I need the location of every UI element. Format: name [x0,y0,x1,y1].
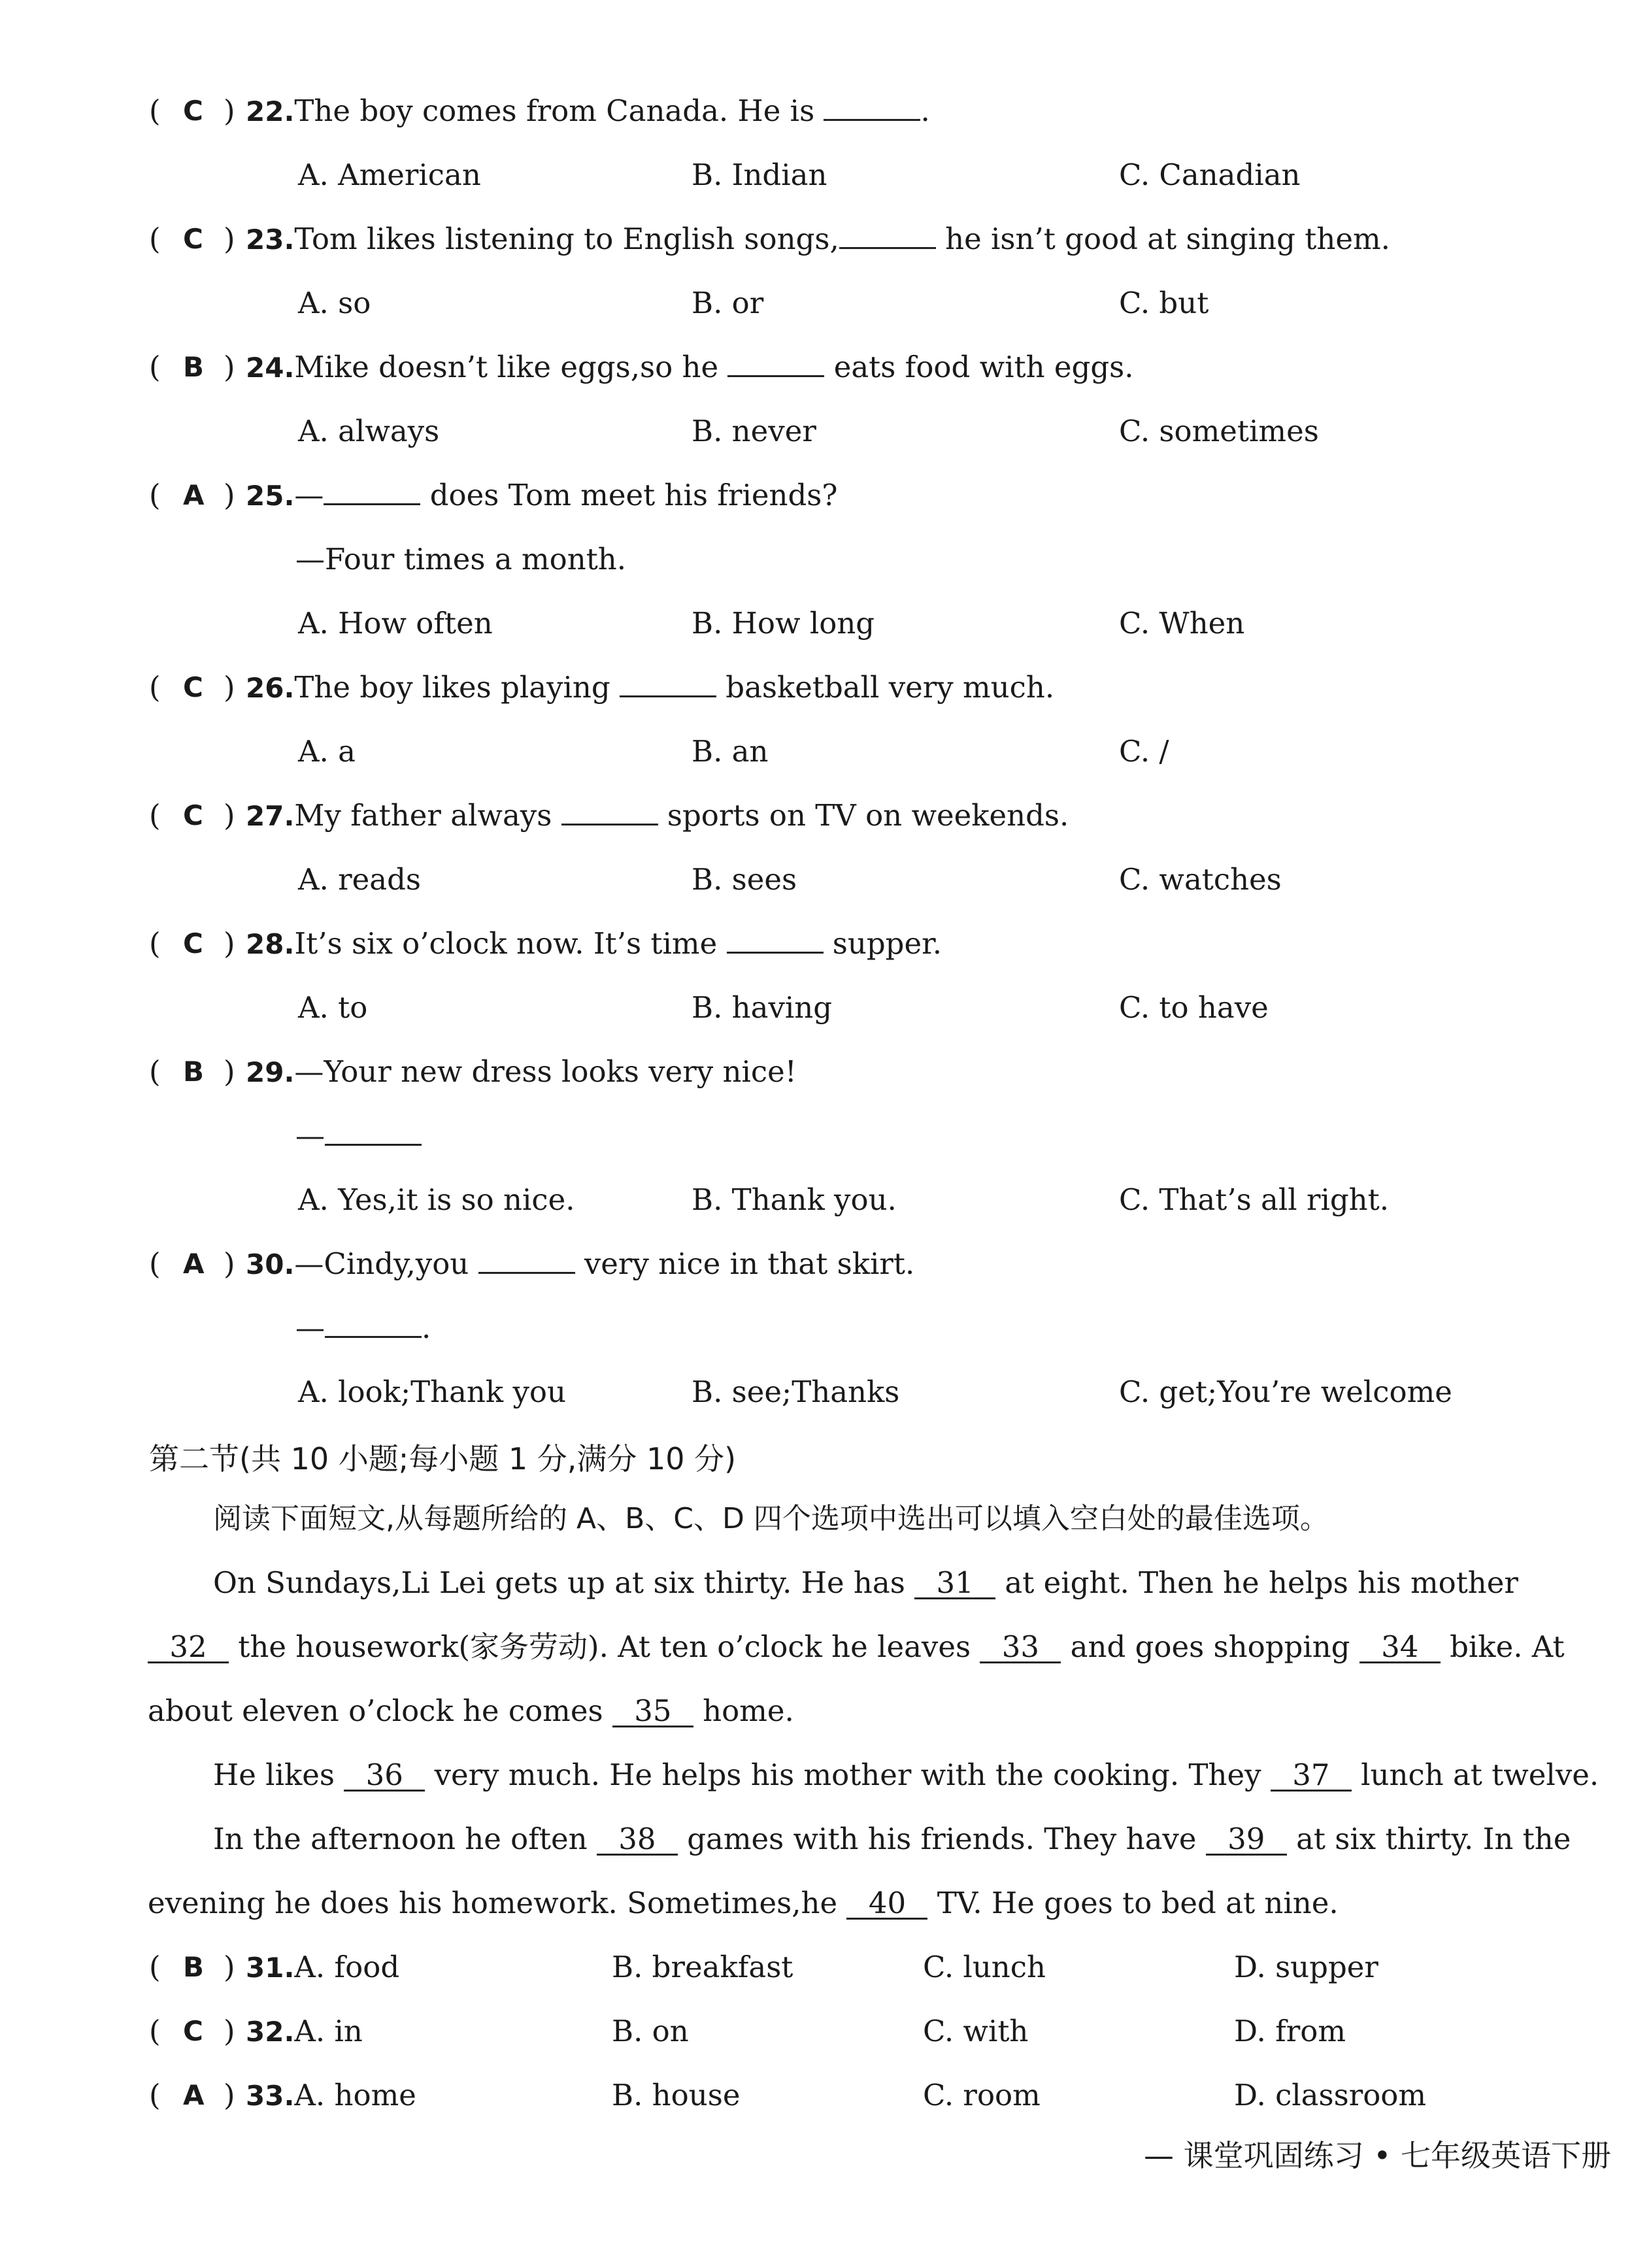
option-a: A. always [298,414,440,448]
option-c: C. get;You’re welcome [1119,1375,1452,1409]
passage-line-2: 32 the housework(家务劳动). At ten o’clock he leaves 33 and goes shopping 34 bike. At [148,1627,1565,1667]
option-c: C. room [923,2078,1041,2112]
gap-32: 32 [148,1633,229,1663]
option-a: A. home [294,2078,416,2112]
answer-blank [324,477,420,505]
option-c: C. with [923,2014,1029,2048]
option-b: B. How long [692,606,875,641]
worksheet-page: ( C ) 22.The boy comes from Canada. He is . A. American B. Indian C. Canadian ( C ) 23.Tom likes listening to English songs, he isn’t good at singing them. A. so B. or C. but ( B ) 24.Mike doesn’t like eggs,so he eats food with eggs. A. always B. never C. sometimes ( A ) 25.— does Tom meet his friends? —Four times a month. A. How often B. How long C. When ( C ) 26.The boy likes playing basketball very much. A. a B. an C. / ( C ) 27.My father always sports on TV on weekends. A. reads B. sees C. watches ( C ) 28.It’s six o’clock now. It’s time supper. A. to B. having C. to have ( B ) 29.—Your new dress looks very nice! — A. Yes,it is so nice. B. Thank you. C. That’s all right. ( A ) 30.—Cindy,you very nice in that skirt. — . A. look;Thank you B. see;Thanks C. get;You’re welcome 第二节(共 10 小题;每小题 1 分,满分 10 分) 阅读下面短文,从每题所给的 A、B、C、D 四个选项中选出可以填入空白处的最佳选项。 On Sundays,Li Lei gets up at six thirty. He has 31 at eight. Then he helps his mother 32 the housework(家务劳动). At ten o’clock he leaves 33 and goes shopping 34 bike. At about eleven o’clock he comes 35 home. He likes 36 very much. He helps his mother with the cooking. They 37 lunch at twelve. In the afternoon he often 38 games with his friends. They have 39 at six thirty. In the evening he does his homework. Sometimes,he 40 TV. He goes to bed at nine. ( B ) 31.A. food B. breakfast C. lunch D. supper ( C ) 32.A. in B. on C. with D. from ( A ) 33.A. home B. house C. room D. classroom — 课堂巩固练习 • 七年级英语下册 [0,0,1651,2268]
option-b: B. Indian [692,158,827,192]
answer-blank [824,93,920,121]
gap-39: 39 [1206,1825,1287,1856]
option-a: A. food [294,1950,400,1984]
gap-31: 31 [914,1569,995,1599]
option-c: C. Canadian [1119,158,1301,192]
question-stem: 23.Tom likes listening to English songs, he isn’t good at singing them. [246,222,1390,256]
answer-mark: C [183,2015,203,2047]
question-stem: 24.Mike doesn’t like eggs,so he eats food with eggs. [246,350,1134,384]
option-c: C. watches [1119,862,1282,897]
option-c: C. sometimes [1119,414,1319,448]
answer-mark: C [183,927,203,959]
option-b: B. house [612,2078,741,2112]
answer-blank [325,1118,422,1146]
gap-37: 37 [1271,1761,1352,1792]
option-b: B. an [692,734,769,769]
option-c: C. but [1119,286,1209,320]
answer-blank [478,1246,575,1274]
option-a: A. so [298,286,371,320]
answer-mark: A [183,479,205,511]
page-footer: — 课堂巩固练习 • 七年级英语下册 [1144,2138,1611,2173]
option-b: B. Thank you. [692,1182,897,1217]
question-stem: 29.—Your new dress looks very nice! [246,1054,797,1089]
gap-40: 40 [846,1889,927,1920]
option-c: C. / [1119,734,1169,769]
passage-line-5: In the afternoon he often 38 games with his friends. They have 39 at six thirty. In the [213,1822,1571,1856]
passage-line-6: evening he does his homework. Sometimes,he 40 TV. He goes to bed at nine. [148,1886,1339,1920]
option-b: B. on [612,2014,689,2048]
answer-mark: B [183,1951,205,1983]
option-b: B. sees [692,862,797,897]
option-d: D. supper [1234,1950,1378,1984]
answer-blank [325,1310,422,1338]
answer-blank [727,349,824,377]
answer-mark: A [183,2079,205,2111]
question-stem: 22.The boy comes from Canada. He is . [246,93,930,128]
option-b: B. never [692,414,816,448]
answer-mark: C [183,223,203,255]
section-heading: 第二节(共 10 小题;每小题 1 分,满分 10 分) [149,1441,737,1476]
question-stem: 28.It’s six o’clock now. It’s time supper. [246,926,942,961]
option-a: A. Yes,it is so nice. [298,1182,575,1217]
answer-mark: B [183,351,205,383]
question-stem: 27.My father always sports on TV on weekends. [246,798,1069,833]
answer-mark: C [183,95,203,127]
answer-blank [561,797,658,825]
option-c: C. lunch [923,1950,1046,1984]
answer-mark: B [183,1056,205,1088]
option-c: C. That’s all right. [1119,1182,1390,1217]
answer-mark: A [183,1248,205,1280]
section-instruction: 阅读下面短文,从每题所给的 A、B、C、D 四个选项中选出可以填入空白处的最佳选项。 [213,1502,1329,1535]
option-a: A. reads [298,862,421,897]
gap-33: 33 [980,1633,1061,1663]
option-a: A. How often [298,606,493,641]
answer-blank [727,926,824,954]
gap-35: 35 [612,1697,693,1727]
passage-line-1: On Sundays,Li Lei gets up at six thirty. He has 31 at eight. Then he helps his mother [213,1565,1518,1600]
option-a: A. a [298,734,356,769]
option-b: B. see;Thanks [692,1375,900,1409]
answer-mark: C [183,671,203,703]
gap-38: 38 [597,1825,678,1856]
passage-line-4: He likes 36 very much. He helps his mother with the cooking. They 37 lunch at twelve. [213,1758,1599,1792]
option-d: D. from [1234,2014,1346,2048]
option-a: A. American [298,158,481,192]
gap-34: 34 [1359,1633,1441,1663]
gap-36: 36 [344,1761,425,1792]
option-b: B. breakfast [612,1950,793,1984]
option-b: B. or [692,286,764,320]
answer-mark: C [183,799,203,831]
option-c: C. When [1119,606,1245,641]
option-b: B. having [692,990,833,1025]
option-a: A. to [298,990,368,1025]
answer-blank [620,669,716,697]
option-a: A. in [294,2014,363,2048]
passage-line-3: about eleven o’clock he comes 35 home. [148,1693,794,1728]
option-d: D. classroom [1234,2078,1427,2112]
question-stem: 30.—Cindy,you very nice in that skirt. [246,1246,915,1281]
option-c: C. to have [1119,990,1269,1025]
option-a: A. look;Thank you [298,1375,566,1409]
question-stem: 25.— does Tom meet his friends? [246,478,838,512]
question-stem: 26.The boy likes playing basketball very much. [246,670,1055,705]
answer-blank [839,221,936,249]
